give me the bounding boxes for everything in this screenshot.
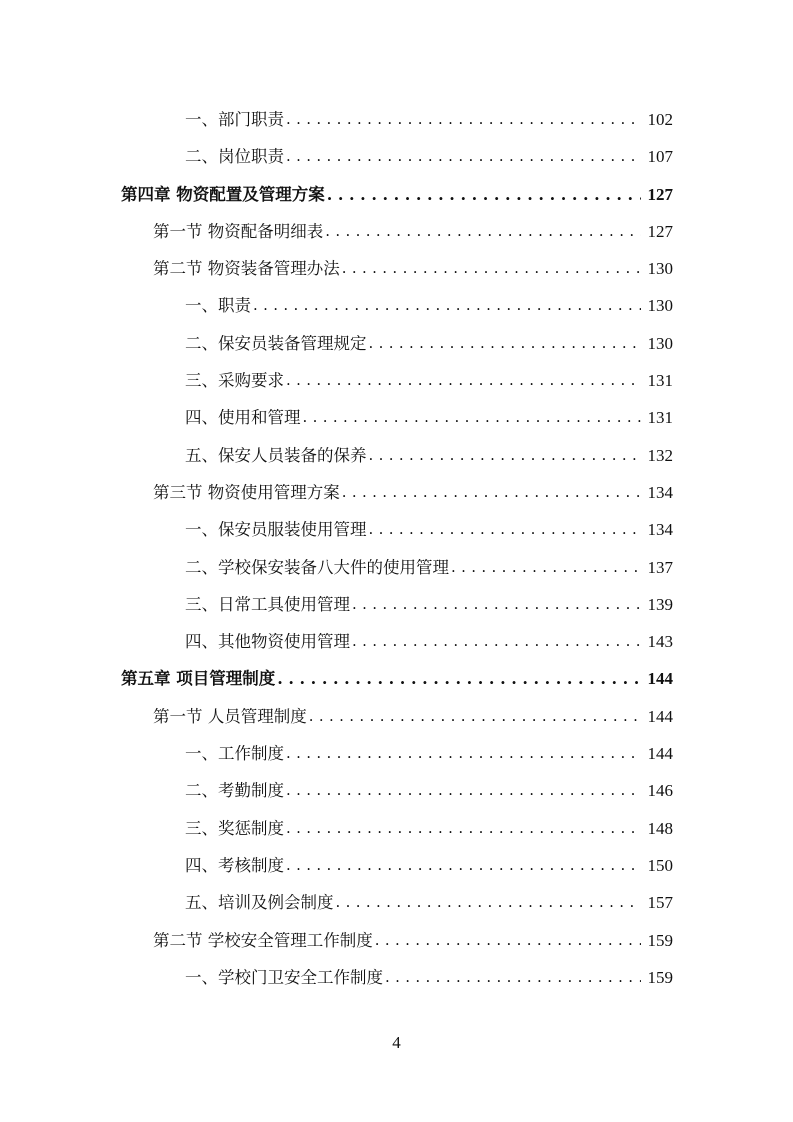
toc-entry-title: 二、考勤制度 [185,781,284,801]
toc-entry[interactable] [0,138,673,175]
toc-entry-page: 137 [647,557,673,577]
toc-entry[interactable] [0,586,673,623]
toc-chapter-entry[interactable] [0,660,673,697]
toc-dot-leader [352,623,641,660]
toc-entry-page: 157 [647,893,673,913]
toc-entry-title: 二、保安员装备管理规定 [185,333,367,353]
table-of-contents [0,101,793,996]
toc-entry-title: 二、学校保安装备八大件的使用管理 [185,557,449,577]
toc-entry-page: 159 [647,967,673,987]
toc-entry-title: 一、学校门卫安全工作制度 [185,967,383,987]
toc-dot-leader [342,474,641,511]
toc-entry-page: 130 [647,296,673,316]
toc-entry-title: 一、保安员服装使用管理 [185,520,367,540]
toc-entry-page: 130 [647,259,673,279]
toc-entry[interactable] [0,623,673,660]
toc-entry-title: 二、岗位职责 [185,147,284,167]
toc-entry[interactable] [0,735,673,772]
toc-section-entry[interactable] [0,922,673,959]
toc-entry-page: 131 [647,408,673,428]
toc-dot-leader [385,959,641,996]
toc-entry-title: 第三节 物资使用管理方案 [153,482,340,502]
toc-dot-leader [309,698,641,735]
toc-entry-title: 一、职责 [185,296,251,316]
toc-entry[interactable] [0,399,673,436]
toc-dot-leader [369,325,642,362]
toc-entry-title: 第五章 项目管理制度 [121,669,276,689]
toc-entry-page: 148 [647,818,673,838]
toc-dot-leader [286,101,641,138]
toc-dot-leader [277,660,641,697]
toc-entry-title: 第二节 学校安全管理工作制度 [153,930,373,950]
toc-dot-leader [286,735,641,772]
toc-entry[interactable] [0,287,673,324]
toc-entry[interactable] [0,549,673,586]
toc-entry-page: 127 [647,184,673,204]
toc-dot-leader [369,437,642,474]
toc-entry-page: 139 [647,594,673,614]
toc-entry[interactable] [0,437,673,474]
toc-entry-title: 第二节 物资装备管理办法 [153,259,340,279]
toc-entry-title: 四、考核制度 [185,855,284,875]
toc-entry-title: 四、其他物资使用管理 [185,632,350,652]
toc-entry-page: 134 [647,482,673,502]
toc-dot-leader [286,362,641,399]
toc-entry-page: 144 [647,706,673,726]
toc-entry-title: 三、日常工具使用管理 [185,594,350,614]
toc-entry[interactable] [0,325,673,362]
toc-dot-leader [286,772,641,809]
toc-entry-title: 一、部门职责 [185,110,284,129]
toc-entry-page: 130 [647,333,673,353]
toc-entry[interactable] [0,101,673,138]
toc-entry[interactable] [0,959,673,996]
toc-entry-page: 146 [647,781,673,801]
toc-chapter-entry[interactable] [0,176,673,213]
toc-entry[interactable] [0,362,673,399]
toc-entry-page: 143 [647,632,673,652]
toc-entry-page: 134 [647,520,673,540]
toc-entry[interactable] [0,511,673,548]
toc-entry-page: 144 [647,744,673,764]
toc-entry-title: 第一节 物资配备明细表 [153,221,324,241]
toc-section-entry[interactable] [0,474,673,511]
toc-entry-page: 159 [647,930,673,950]
toc-entry[interactable] [0,772,673,809]
toc-entry-title: 三、采购要求 [185,371,284,391]
toc-dot-leader [253,287,641,324]
toc-entry-page: 131 [647,371,673,391]
toc-entry-page: 107 [647,147,673,167]
toc-section-entry[interactable] [0,250,673,287]
toc-section-entry[interactable] [0,698,673,735]
toc-dot-leader [369,511,642,548]
toc-dot-leader [327,176,641,213]
toc-dot-leader [325,213,641,250]
toc-dot-leader [286,810,641,847]
toc-entry-title: 四、使用和管理 [185,408,301,428]
toc-entry-title: 三、奖惩制度 [185,818,284,838]
toc-entry[interactable] [0,847,673,884]
toc-dot-leader [375,922,641,959]
toc-entry-page: 132 [647,445,673,465]
toc-entry-title: 第四章 物资配置及管理方案 [121,184,325,204]
toc-dot-leader [352,586,641,623]
toc-entry-title: 五、培训及例会制度 [185,893,334,913]
page-number: 4 [392,1033,401,1052]
toc-entry-title: 五、保安人员装备的保养 [185,445,367,465]
toc-entry[interactable] [0,810,673,847]
toc-dot-leader [342,250,641,287]
toc-entry-page: 150 [647,855,673,875]
toc-entry-page: 102 [647,110,673,129]
toc-dot-leader [286,138,641,175]
toc-dot-leader [451,549,641,586]
toc-dot-leader [303,399,642,436]
toc-entry-title: 第一节 人员管理制度 [153,706,307,726]
toc-dot-leader [336,884,642,921]
toc-dot-leader [286,847,641,884]
toc-entry-title: 一、工作制度 [185,744,284,764]
toc-entry[interactable] [0,884,673,921]
toc-section-entry[interactable] [0,213,673,250]
toc-entry-page: 144 [647,669,673,689]
toc-entry-page: 127 [647,221,673,241]
